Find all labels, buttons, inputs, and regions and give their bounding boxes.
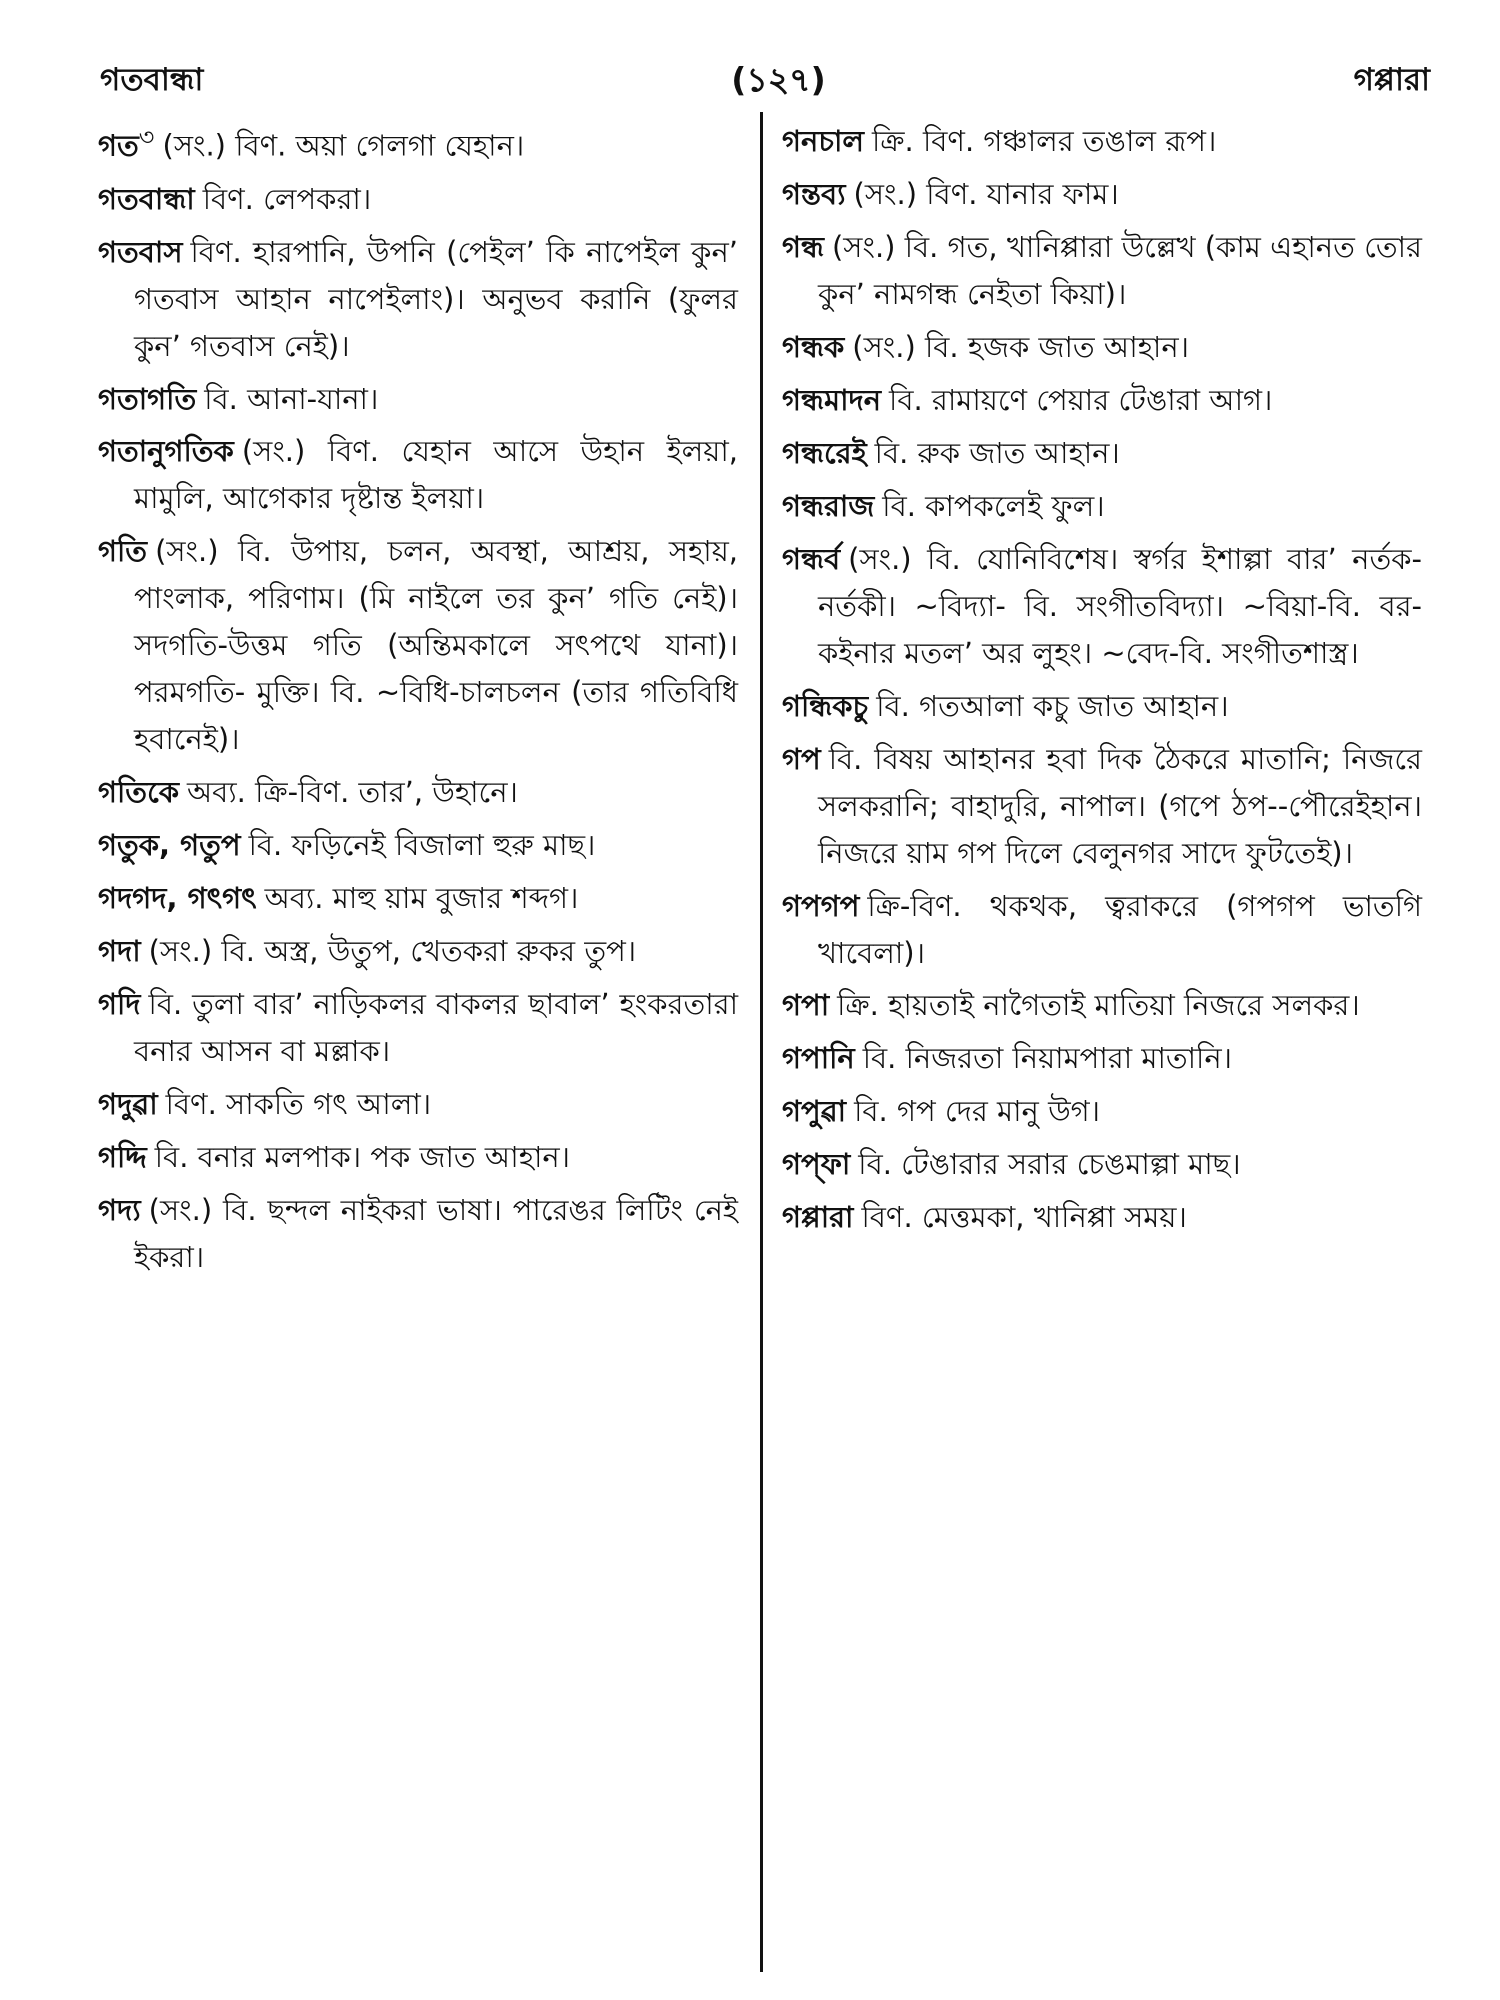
entry-headword: গতিকে — [98, 775, 180, 810]
dictionary-entry — [98, 1134, 738, 1181]
dictionary-entry — [98, 1187, 738, 1281]
dictionary-entry — [782, 118, 1422, 165]
entry-definition: বিণ. হারপানি, উপনি (পেইল’ কি নাপেইল কুন’ গতবাস আহান নাপেইলাং)। অনুভব করানি (ফুলর কুন’ গতবাস নেই)। — [134, 234, 738, 363]
entry-definition: বিণ. মেত্তমকা, খানিপ্পা সময়। — [861, 1200, 1187, 1235]
dictionary-entry — [782, 1088, 1422, 1135]
entry-headword: গতবান্ধা — [98, 181, 195, 216]
dictionary-entry — [782, 1035, 1422, 1082]
page-number: (১২৭) — [731, 60, 826, 99]
entry-headword: গতানুগতিক — [98, 434, 234, 469]
dictionary-entry — [782, 1141, 1422, 1188]
entry-headword: গন্ধক — [782, 329, 845, 364]
dictionary-entry — [98, 118, 738, 170]
dictionary-entry — [98, 981, 738, 1075]
entry-definition: ক্রি. বিণ. গঞ্চালর তঙাল রূপ। — [872, 124, 1217, 158]
entry-definition: (সং.) বি. ছন্দল নাইকরা ভাষা। পারেঙর লিটিং নেই ইকরা। — [134, 1193, 738, 1274]
entry-definition: ক্রি. হায়তাই নাগৈতাই মাতিয়া নিজরে সলকর। — [837, 988, 1360, 1023]
entry-headword: গপ্পারা — [782, 1200, 854, 1235]
dictionary-entry — [782, 377, 1422, 424]
dictionary-entry — [98, 176, 738, 223]
dictionary-entry — [98, 376, 738, 423]
entry-definition: (সং.) বি. হজক জাত আহান। — [852, 329, 1190, 364]
entry-headword: গপ — [782, 741, 821, 776]
entry-headword: গপগপ — [782, 888, 860, 923]
entry-definition: বিণ. লেপকরা। — [202, 181, 372, 216]
entry-definition: অব্য. ক্রি-বিণ. তার’, উহানে। — [187, 775, 518, 810]
dictionary-entry — [782, 536, 1422, 677]
entry-headword: গন্ধরেই — [782, 435, 867, 470]
left-column — [98, 118, 738, 1287]
entry-headword: গন্ধিকচু — [782, 688, 869, 723]
entry-headword: গন্ধ — [782, 229, 824, 264]
dictionary-entry — [98, 528, 738, 763]
entry-definition: বি. রুক জাত আহান। — [874, 435, 1120, 470]
dictionary-entry — [98, 822, 738, 869]
entry-headword: গদি — [98, 987, 141, 1022]
dictionary-entry — [782, 171, 1422, 218]
dictionary-entry — [782, 883, 1422, 977]
entry-headword: গতুক, গতুপ — [98, 828, 241, 863]
dictionary-entry — [782, 224, 1422, 318]
entry-definition: বি. তুলা বার’ নাড়িকলর বাকলর ছাবাল’ হংকরতারা বনার আসন বা মল্লাক। — [134, 987, 738, 1069]
entry-definition: বি. গতআলা কচু জাত আহান। — [876, 688, 1229, 723]
entry-definition: (সং.) বিণ. অয়া গেলগা যেহান। — [162, 128, 525, 163]
header-left-guideword: গতবান্ধা — [100, 62, 204, 98]
entry-headword: গপানি — [782, 1041, 855, 1076]
entry-definition: (সং.) বি. যোনিবিশেষ। স্বর্গর ইশাল্পা বার’ নর্তক-নর্তকী। ~বিদ্যা- বি. সংগীতবিদ্যা। ~বিয়া-বি. বর-কইনার মতল’ অর লুহং। ~বেদ-বি. সংগীতশাস্ত্র। — [818, 541, 1422, 670]
entry-headword: গত — [98, 128, 139, 163]
dictionary-entry — [782, 1194, 1422, 1241]
entry-headword: গদ্য — [98, 1193, 141, 1227]
entry-definition: বি. ফড়িনেই বিজালা হুরু মাছ। — [248, 828, 596, 863]
entry-headword: গতাগতি — [98, 381, 197, 416]
entry-headword: গদা — [98, 934, 141, 969]
header-right-guideword: গপ্পারা — [1353, 62, 1430, 98]
entry-headword: গদ্দি — [98, 1140, 147, 1175]
dictionary-entry — [782, 430, 1422, 477]
page-header — [100, 52, 1430, 112]
entry-headword: গতি — [98, 534, 148, 569]
dictionary-entry — [782, 483, 1422, 530]
dictionary-entry — [782, 736, 1422, 877]
entry-definition: বি. কাপকলেই ফুল। — [882, 488, 1105, 523]
entry-headword: গন্তব্য — [782, 176, 846, 211]
dictionary-entry — [782, 683, 1422, 730]
entry-definition: বিণ. সাকতি গৎ আলা। — [165, 1087, 432, 1122]
entry-headword: গতবাস — [98, 234, 183, 269]
entry-definition: (সং.) বি. অস্ত্র, উতুপ, খেতকরা রুকর তুপ। — [148, 934, 637, 969]
entry-definition: বি. রামায়ণে পেয়ার টেঙারা আগ। — [889, 382, 1273, 417]
dictionary-entry — [98, 928, 738, 975]
entry-definition: (সং.) বি. গত, খানিপ্পারা উল্লেখ (কাম এহানত তোর কুন’ নামগন্ধ নেইতা কিয়া)। — [818, 229, 1422, 311]
entry-definition: অব্য. মাহু য়াম বুজার শব্দগ। — [264, 881, 579, 916]
entry-headword: গদুৱা — [98, 1087, 158, 1122]
entry-definition: বি. বনার মলপাক। পক জাত আহান। — [154, 1140, 571, 1175]
entry-headword: গদগদ, গৎগৎ — [98, 881, 257, 916]
entry-headword: গন্ধমাদন — [782, 382, 882, 417]
entry-headword: গপ্ফা — [782, 1147, 851, 1182]
entry-headword: গন্ধর্ব — [782, 541, 841, 576]
entry-definition: বি. গপ দের মানু উগ। — [854, 1094, 1101, 1129]
column-divider — [760, 112, 763, 1972]
entry-headword: গপা — [782, 988, 830, 1023]
entry-definition: (সং.) বিণ. যানার ফাম। — [853, 176, 1119, 211]
dictionary-entry — [782, 324, 1422, 371]
dictionary-entry — [98, 229, 738, 370]
dictionary-entry — [98, 428, 738, 522]
right-column — [782, 118, 1422, 1247]
entry-headword: গনচাল — [782, 124, 864, 158]
dictionary-entry — [98, 1081, 738, 1128]
dictionary-entry — [98, 769, 738, 816]
dictionary-entry — [782, 982, 1422, 1029]
entry-superscript: ৩ — [138, 123, 155, 151]
dictionary-entry — [98, 875, 738, 922]
entry-definition: বি. আনা-যানা। — [204, 381, 379, 416]
entry-definition: বি. নিজরতা নিয়ামপারা মাতানি। — [862, 1041, 1233, 1076]
entry-headword: গপুৱা — [782, 1094, 847, 1129]
entry-definition: (সং.) বিণ. যেহান আসে উহান ইলয়া, মামুলি, আগেকার দৃষ্টান্ত ইলয়া। — [134, 434, 738, 516]
entry-definition: বি. বিষয় আহানর হবা দিক ঠৈকরে মাতানি; নিজরে সলকরানি; বাহাদুরি, নাপাল। (গপে ঠপ--পৌরেইহান। নিজরে য়াম গপ দিলে বেলুনগর সাদে ফুটতেই)। — [818, 741, 1422, 870]
entry-headword: গন্ধরাজ — [782, 488, 875, 523]
entry-definition: ক্রি-বিণ. থকথক, ত্বরাকরে (গপগপ ভাতগি খাবেলা)। — [818, 888, 1422, 970]
entry-definition: (সং.) বি. উপায়, চলন, অবস্থা, আশ্রয়, সহায়, পাংলাক, পরিণাম। (মি নাইলে তর কুন’ গতি নেই)। সদগতি-উত্তম গতি (অন্তিমকালে সৎপথে যানা)। পরমগতি- মুক্তি। বি. ~বিধি-চালচলন (তার গতিবিধি হবানেই)। — [134, 534, 738, 757]
entry-definition: বি. টেঙারার সরার চেঙমাল্পা মাছ। — [858, 1147, 1241, 1182]
